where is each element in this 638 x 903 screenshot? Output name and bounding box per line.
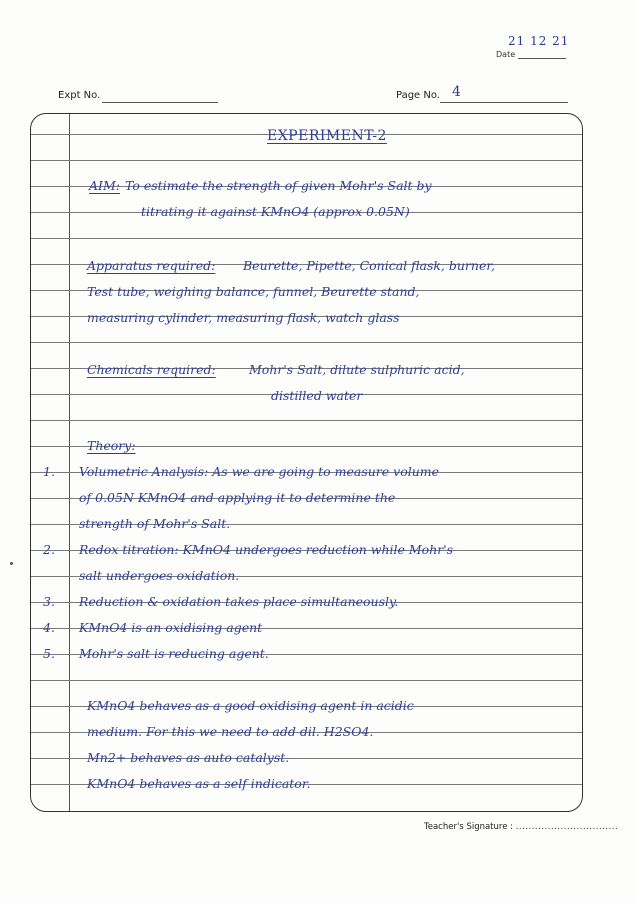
apparatus-line-2: Test tube, weighing balance, funnel, Beurette stand, [87, 284, 420, 299]
note-line-2: medium. For this we need to add dil. H2SO4. [87, 724, 374, 739]
apparatus-label: Apparatus required: [87, 258, 216, 273]
page-no-label: Page No. [396, 90, 440, 101]
theory-point-number: 4. [43, 620, 55, 635]
theory-point-number: 3. [43, 594, 55, 609]
ruled-line [31, 680, 582, 681]
note-line-3: Mn2+ behaves as auto catalyst. [87, 750, 290, 765]
date-value: 21 12 21 [508, 34, 570, 48]
ruled-line [31, 238, 582, 239]
expt-no-label: Expt No. [58, 90, 101, 101]
theory-point-number: 1. [43, 464, 55, 479]
page-no-blank [440, 102, 568, 103]
theory-point-1-line-3: strength of Mohr's Salt. [79, 516, 231, 531]
chemicals-line-1: Mohr's Salt, dilute sulphuric acid, [249, 362, 465, 377]
chemicals-label: Chemicals required: [87, 362, 216, 377]
aim-line-1: To estimate the strength of given Mohr's Salt by [125, 178, 432, 193]
ruled-box [30, 113, 583, 812]
header-row [58, 86, 578, 108]
experiment-title: EXPERIMENT-2 [267, 128, 387, 144]
theory-point-1-line-2: of 0.05N KMnO4 and applying it to determine the [79, 490, 396, 505]
stray-mark [10, 562, 13, 565]
date-label [496, 50, 566, 59]
signature-blank: ................................ [515, 822, 619, 832]
page-no-value: 4 [452, 84, 461, 100]
expt-no-blank [102, 102, 218, 103]
teacher-signature [424, 822, 618, 832]
date-label-text: Date [496, 50, 516, 59]
aim-label: AIM: [89, 178, 120, 193]
theory-point-3-line-1: Reduction & oxidation takes place simultaneously. [79, 594, 399, 609]
theory-point-number: 5. [43, 646, 55, 661]
theory-point-4-line-1: KMnO4 is an oxidising agent [79, 620, 263, 635]
theory-point-2-line-2: salt undergoes oxidation. [79, 568, 240, 583]
note-line-1: KMnO4 behaves as a good oxidising agent in acidic [87, 698, 414, 713]
ruled-line [31, 160, 582, 161]
chemicals-line-2: distilled water [271, 388, 363, 403]
apparatus-line-3: measuring cylinder, measuring flask, watch glass [87, 310, 400, 325]
theory-point-2-line-1: Redox titration: KMnO4 undergoes reduction while Mohr's [79, 542, 454, 557]
theory-point-1-line-1: Volumetric Analysis: As we are going to measure volume [79, 464, 440, 479]
theory-label: Theory: [87, 438, 136, 453]
theory-point-5-line-1: Mohr's salt is reducing agent. [79, 646, 269, 661]
apparatus-line-1: Beurette, Pipette, Conical flask, burner, [243, 258, 495, 273]
ruled-line [31, 342, 582, 343]
ruled-line [31, 420, 582, 421]
date-blank [518, 50, 566, 59]
aim-line-2: titrating it against KMnO4 (approx 0.05N) [141, 204, 410, 219]
note-line-4: KMnO4 behaves as a self indicator. [87, 776, 311, 791]
signature-label: Teacher's Signature : [424, 822, 514, 832]
theory-point-number: 2. [43, 542, 55, 557]
